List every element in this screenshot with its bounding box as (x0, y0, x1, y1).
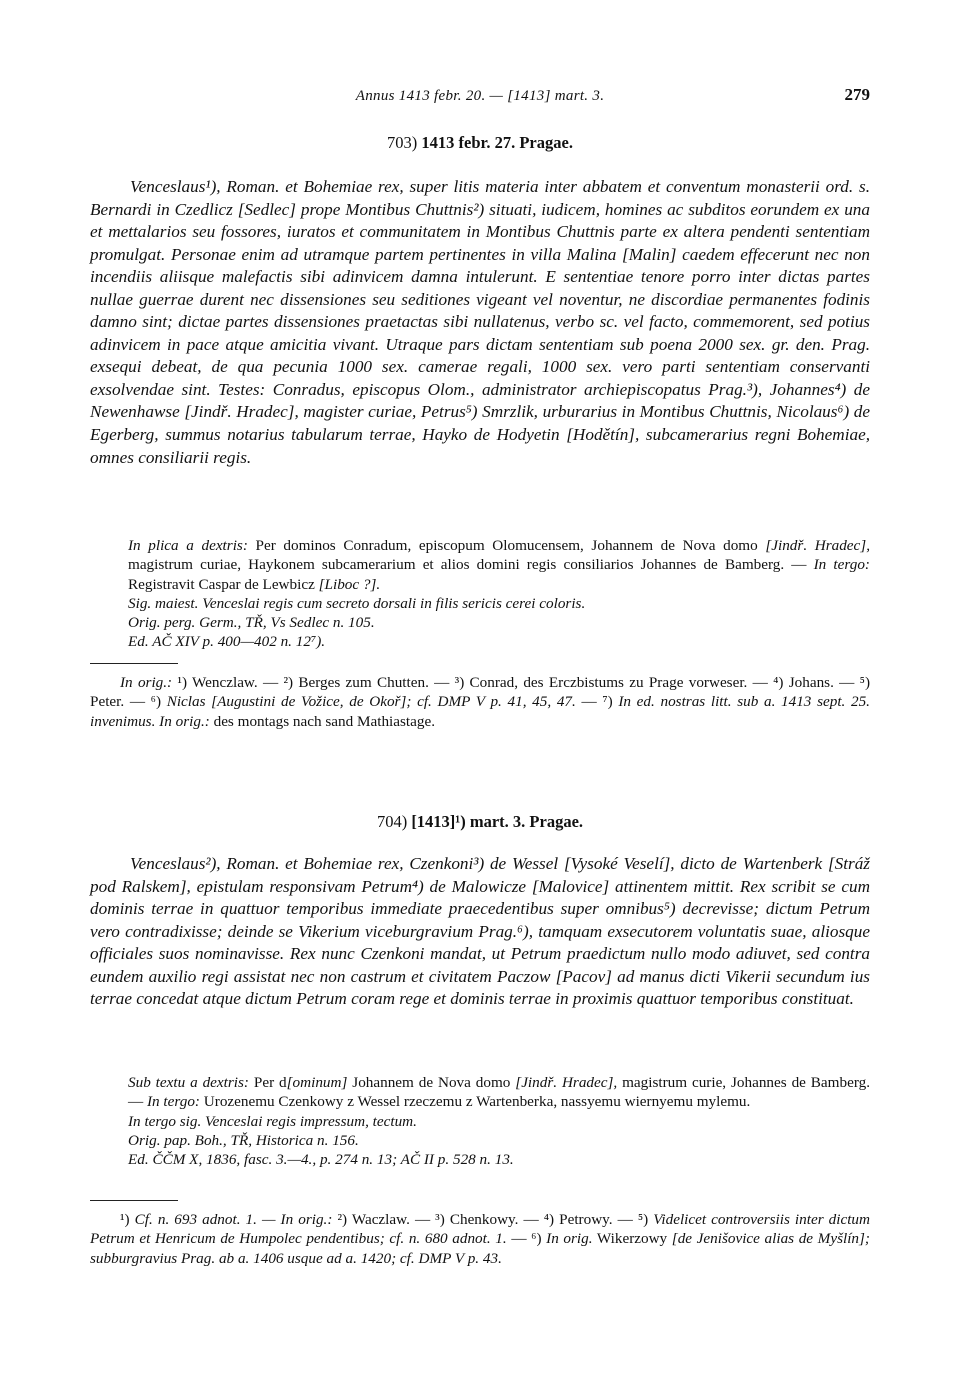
document-703-notes (90, 536, 870, 652)
document-704-notes (90, 1073, 870, 1169)
footnote-divider (90, 1200, 178, 1201)
document-704-heading (90, 812, 870, 832)
document-703-date: 1413 febr. 27. Pragae. (421, 133, 573, 152)
document-703-edition-note: Ed. AČ XIV p. 400—402 n. 12⁷). (128, 633, 326, 651)
document-704-number: 704) (376, 812, 412, 831)
document-703-number: 703) (387, 133, 422, 152)
document-704-edition-note: Ed. ČČM X, 1836, fasc. 3.—4., p. 274 n. 13; AČ II p. 528 n. 13. (128, 1151, 514, 1169)
document-704-seal-note: In tergo sig. Venceslai regis impressum, tectum. (128, 1112, 417, 1130)
document-703-regest: Venceslaus¹), Roman. et Bohemiae rex, super litis materia inter abbatem et conventum monasterii ord. s. Bernardi in Czedlicz [Sedlec] prope Montibus Chuttnis²) situati, iudicem, homines ac subditos eorundem ex una et mettalarios seu fossores, iuratos et communitatem in Montibus Chuttnis parte ex altera pendenti sententiam promulgat. Personae enim ad utramque partem pertinentes in villa Malina [Malin] caedem effecerunt nec non incendiis aliisque malefactis sibi adinvicem damna intulerunt. E sententiae tenore porro inter dictas partes nullae guerrae durent nec dissensiones seu seditiones vigeant vel noventur, ne discordiae permanentes fodinis damno sint; dictae partes dissensiones praetactas sibi nullatenus, verbo sc. vel facto, commemorent, sed potius adinvicem in pace atque amicitia vivant. Utraque pars dictam sententiam sub poena 2000 sex. gr. den. Prag. exsequi debeat, de qua pecunia 1000 sex. camerae regali, 1000 sex. vero parti sententiam conservanti exsolvendae sint. Testes: Conradus, episcopus Olom., administrator archiepiscopatus Prag.³), Johannes⁴) de Newenhawse [Jindř. Hradec], magister curiae, Petrus⁵) Smrzlik, urburarius in Montibus Chuttnis, Nicolaus⁶) de Egerberg, summus notarius tabularum terrae, Hayko de Hodyetin [Hodětín], subcamerarius regni Bohemiae, omnes consiliarii regis. (90, 177, 870, 467)
plica-label: In plica a dextris: (128, 537, 248, 554)
running-head (90, 85, 870, 105)
document-704-sub-textu-note: Sub textu a dextris: Per d[ominum] Johannem de Nova domo [Jindř. Hradec], magistrum curie, Johannes de Bamberg. — In tergo: Urozenemu Czenkowy z Wessel rzeczemu z Wartenberka, nassyemu wiernyemu mylemu. (128, 1074, 870, 1111)
tergo-label: In tergo: (146, 1093, 200, 1111)
document-704-original-note: Orig. pap. Boh., TŘ, Historica n. 156. (128, 1131, 359, 1149)
document-704-footnotes: ¹) Cf. n. 693 adnot. 1. — In orig.: ²) Waczlaw. — ³) Chenkowy. — ⁴) Petrowy. — ⁵) Videlicet controversiis inter dictum Petrum et Henricum de Humpolec pendentibus; cf. n. 680 adnot. 1. — ⁶) In orig. Wikerzowy [de Jenišovice alias de Myšlín]; subburgravius Prag. ab a. 1406 usque ad a. 1420; cf. DMP V p. 43. (90, 1211, 870, 1267)
document-703-seal-note: Sig. maiest. Venceslai regis cum secreto dorsali in filis sericis cerei coloris. (128, 594, 586, 612)
document-703-plica-note: In plica a dextris: Per dominos Conradum, episcopum Olomucensem, Johannem de Nova domo [Jindř. Hradec], magistrum curiae, Haykonem subcamerarium et alios domini regis consiliarios Johannes de Bamberg. — In tergo: Registravit Caspar de Lewbicz [Liboc ?]. (128, 537, 870, 593)
running-title: Annus 1413 febr. 20. — [1413] mart. 3. (355, 88, 605, 104)
document-703-original-note: Orig. perg. Germ., TŘ, Vs Sedlec n. 105. (128, 614, 375, 632)
document-704-date: [1413]¹) mart. 3. Pragae. (411, 812, 584, 831)
tergo-label: In tergo: (813, 556, 870, 574)
footnote-divider (90, 663, 178, 664)
document-704-regest: Venceslaus²), Roman. et Bohemiae rex, Czenkoni³) de Wessel [Vysoké Veselí], dicto de Wartenberk [Stráž pod Ralskem], epistulam responsivam Petrum⁴) de Malowicze [Malovice] attinentem mittit. Rex scribit se cum dominis terrae in quattuor temporibus immediate praecedentibus super omnibus⁵) decrevisse; dictum Petrum vero contradixisse; deinde se Vikerium viceburgravium Prag.⁶), tamquam exsecutorem voluntatis suae, aliosque officiales suos nominavisse. Rex nunc Czenkoni mandat, ut Petrum praedictum nullo modo adiuvet, sed contra eundem auxilio regi assistat nec non castrum et civitatem Paczow [Pacov] ad manus dicti Vikerii secundum ius terrae concedat atque dictum Petrum coram rege et dominis terrae in proximis quattuor temporibus constituat. (90, 854, 870, 1009)
document-703-heading (90, 133, 870, 153)
page-number: 279 (844, 85, 870, 104)
document-703-footnotes: In orig.: ¹) Wenczlaw. — ²) Berges zum Chutten. — ³) Conrad, des Erczbistums zu Prage vorweser. — ⁴) Johans. — ⁵) Peter. — ⁶) Niclas [Augustini de Vožice, de Okoř]; cf. DMP V p. 41, 45, 47. — ⁷) In ed. nostras litt. sub a. 1413 sept. 25. invenimus. In orig.: des montags nach sand Mathiastage. (90, 674, 871, 730)
